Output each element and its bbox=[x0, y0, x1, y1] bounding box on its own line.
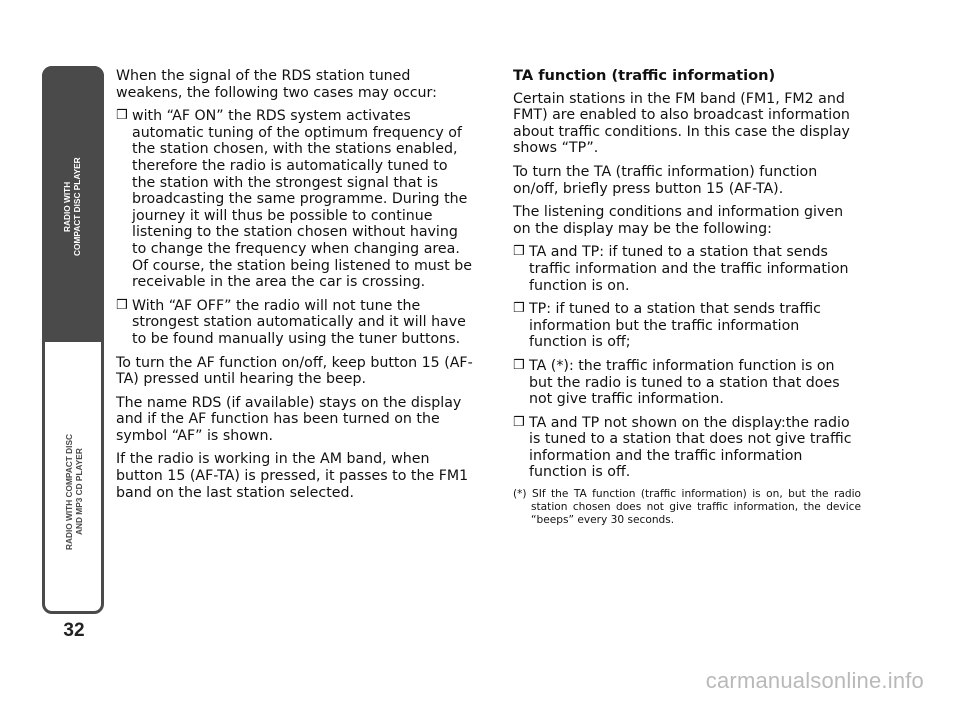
checkbox-bullet-icon: ❒ bbox=[513, 301, 525, 317]
list-item-text: with “AF ON” the RDS system activates automatic tuning of the optimum frequency of the station chosen, with the stations enabled, therefore the radio is automatically tuned to the station with the strongest signal that is broadcasting the same programme. During the journey it will thus be possible to continue listening to the station chosen without having to change the frequency when changing area. Of course, the station being listened to must be receivable in the area the car is crossing. bbox=[132, 108, 472, 291]
right-column bbox=[513, 68, 861, 534]
list-item bbox=[513, 301, 861, 351]
checkbox-bullet-icon: ❒ bbox=[116, 108, 128, 124]
list-item-text: With “AF OFF” the radio will not tune the strongest station automatically and it will have to be found manually using the tuner buttons. bbox=[132, 297, 466, 347]
conditions-paragraph: The listening conditions and information given on the display may be the following: bbox=[513, 204, 844, 237]
checkbox-bullet-icon: ❒ bbox=[513, 414, 525, 430]
stations-paragraph: Certain stations in the FM band (FM1, FM2 and FMT) are enabled to also broadcast information about traffic conditions. In this case the display shows “TP”. bbox=[513, 90, 850, 157]
page-number: 32 bbox=[63, 620, 85, 641]
af-toggle-paragraph: To turn the AF function on/off, keep button 15 (AF-TA) pressed until hearing the beep. bbox=[116, 354, 473, 388]
intro-paragraph: When the signal of the RDS station tuned weakens, the following two cases may occur: bbox=[116, 68, 437, 101]
list-item-text: TA (*): the traffic information function is on but the radio is tuned to a station that does not give traffic information. bbox=[529, 357, 840, 408]
left-column bbox=[116, 68, 474, 508]
list-item bbox=[116, 298, 474, 348]
list-item-text: TA and TP: if tuned to a station that sends traffic information and the traffic information function is on. bbox=[529, 244, 849, 294]
list-item bbox=[513, 244, 861, 294]
list-item-text: TP: if tuned to a station that sends traffic information but the traffic information function is off; bbox=[529, 301, 821, 351]
ta-toggle-paragraph: To turn the TA (traffic information) function on/off, briefly press button 15 (AF-TA). bbox=[513, 163, 818, 197]
section-tab-active-label: RADIO WITH COMPACT DISC PLAYER bbox=[62, 157, 82, 257]
list-item bbox=[513, 358, 861, 408]
list-item bbox=[116, 108, 474, 291]
checkbox-bullet-icon: ❒ bbox=[513, 244, 525, 260]
checkbox-bullet-icon: ❒ bbox=[513, 357, 525, 373]
section-tab-inactive-label: RADIO WITH COMPACT DISC AND MP3 CD PLAYER bbox=[64, 434, 84, 550]
list-item bbox=[513, 415, 861, 481]
footnote: (*) SIf the TA function (traffic information) is on, but the radio station chosen does not give traffic information, the device “beeps” every 30 seconds. bbox=[513, 488, 861, 527]
checkbox-bullet-icon: ❒ bbox=[116, 297, 128, 313]
am-band-paragraph: If the radio is working in the AM band, when button 15 (AF-TA) is pressed, it passes to the FM1 band on the last station selected. bbox=[116, 451, 469, 501]
rds-name-paragraph: The name RDS (if available) stays on the display and if the AF function has been turned on the symbol “AF” is shown. bbox=[116, 394, 462, 444]
section-heading: TA function (traffic information) bbox=[513, 67, 776, 84]
watermark: carmanualsonline.info bbox=[705, 668, 924, 693]
list-item-text: TA and TP not shown on the display:the radio is tuned to a station that does not give traffic information and the traffic information function is off. bbox=[529, 414, 852, 481]
